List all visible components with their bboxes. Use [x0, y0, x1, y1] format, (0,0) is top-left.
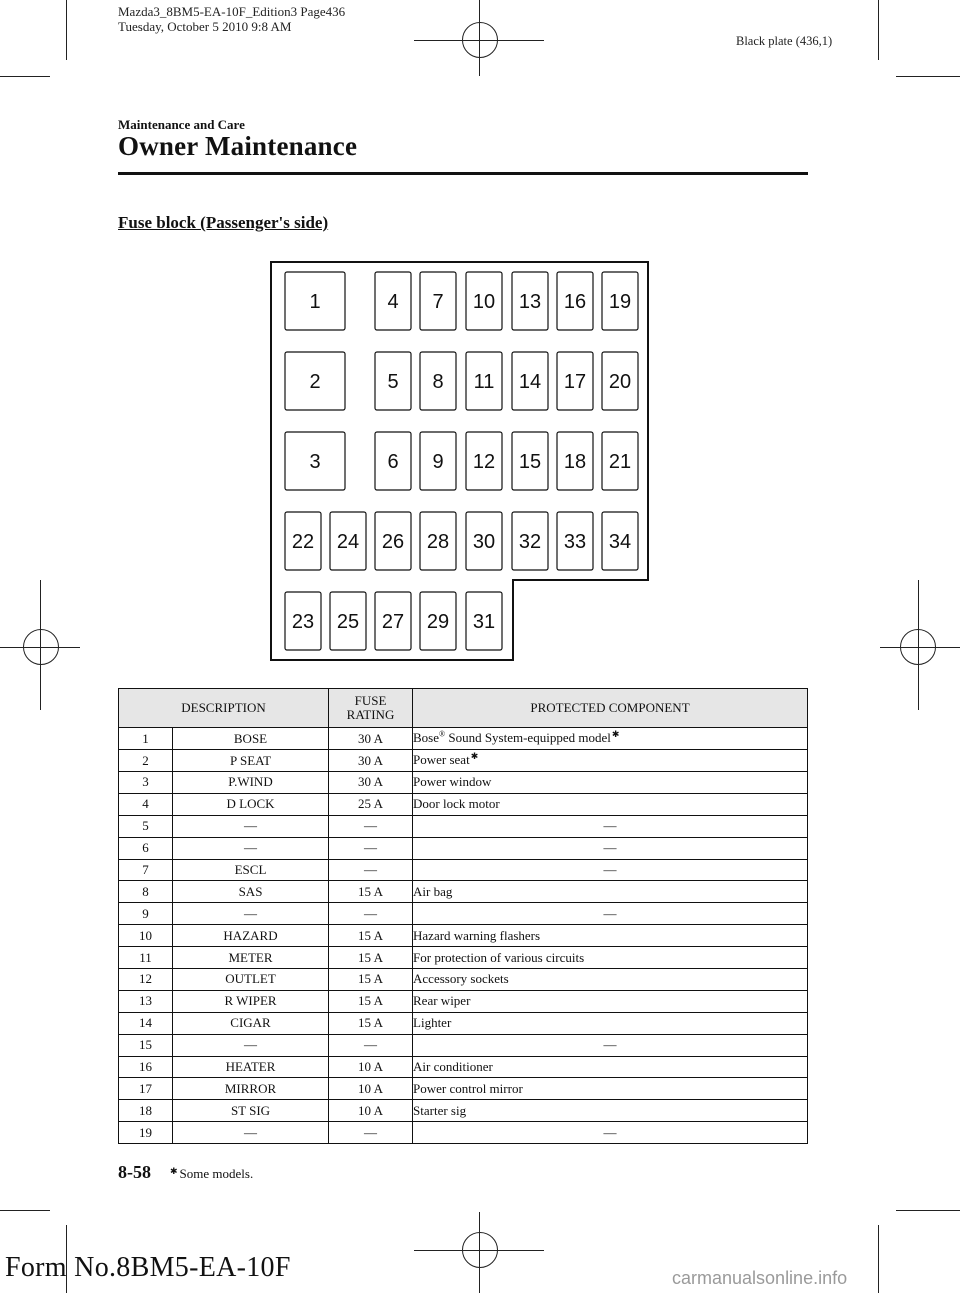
protected-component: [413, 1100, 808, 1122]
watermark: carmanualsonline.info: [672, 1268, 848, 1288]
fuse-description: ―: [173, 837, 329, 859]
protected-component: [413, 772, 808, 794]
table-row: [119, 1100, 808, 1122]
fuse-description: HEATER: [173, 1056, 329, 1078]
registered-mark: ®: [439, 729, 446, 739]
component-name-tail: Sound System-equipped model: [445, 730, 611, 745]
fuse-number-label: 6: [387, 451, 399, 473]
component-name: For protection of various circuits: [413, 949, 585, 965]
component-name: Bose: [413, 730, 440, 745]
fuse-number-label: 16: [563, 291, 587, 313]
header-description: DESCRIPTION: [119, 689, 329, 728]
fuse-number-label: 7: [432, 291, 444, 313]
table-row: [119, 969, 808, 991]
fuse-number-label: 13: [518, 291, 542, 313]
protected-component: [413, 1122, 808, 1144]
protected-component: [413, 1078, 808, 1100]
protected-component: [413, 969, 808, 991]
page-title: Owner Maintenance: [118, 131, 358, 161]
component-name: ―: [603, 1124, 617, 1140]
fuse-number: 13: [119, 990, 173, 1012]
fuse-number-label: 30: [472, 531, 496, 553]
fuse-number-label: 5: [387, 371, 399, 393]
header-fuse-rating-line1: FUSE: [354, 693, 387, 708]
fuse-number-label: 25: [336, 611, 360, 633]
fuse-number-label: 29: [426, 611, 450, 633]
header-fuse-rating: [329, 689, 413, 728]
section-label: Maintenance and Care: [118, 117, 245, 132]
fuse-number-label: 10: [472, 291, 496, 313]
footnote-marker: ✱: [170, 1166, 178, 1176]
fuse-description: P SEAT: [173, 750, 329, 772]
header-fuse-rating-line2: RATING: [346, 707, 395, 722]
protected-component: [413, 947, 808, 969]
fuse-number: 3: [119, 772, 173, 794]
fuse-description: CIGAR: [173, 1012, 329, 1034]
component-name: ―: [603, 1037, 617, 1053]
print-header-file: Mazda3_8BM5-EA-10F_Edition3 Page436: [118, 4, 346, 19]
fuse-number-label: 31: [472, 611, 496, 633]
fuse-number-label: 8: [432, 371, 444, 393]
fuse-number: 8: [119, 881, 173, 903]
fuse-description: HAZARD: [173, 925, 329, 947]
fuse-description: ―: [173, 1034, 329, 1056]
fuse-description: ESCL: [173, 859, 329, 881]
fuse-rating: 30 A: [329, 728, 413, 750]
fuse-number-label: 1: [309, 291, 321, 313]
some-models-marker: ✱: [470, 751, 479, 761]
component-name: Power control mirror: [413, 1080, 523, 1096]
protected-component: [413, 1012, 808, 1034]
fuse-rating: 15 A: [329, 881, 413, 903]
fuse-rating: ―: [329, 1034, 413, 1056]
fuse-rating: 15 A: [329, 947, 413, 969]
table-row: [119, 1034, 808, 1056]
table-row: [119, 750, 808, 772]
table-row: [119, 1012, 808, 1034]
fuse-number-label: 22: [291, 531, 315, 553]
plate-label: Black plate (436,1): [736, 34, 833, 48]
fuse-rating: 10 A: [329, 1078, 413, 1100]
fuse-number-label: 21: [608, 451, 632, 473]
fuse-description: ST SIG: [173, 1100, 329, 1122]
table-row: [119, 990, 808, 1012]
component-name: Lighter: [413, 1015, 452, 1031]
fuse-description: MIRROR: [173, 1078, 329, 1100]
fuse-number: 14: [119, 1012, 173, 1034]
fuse-number: 6: [119, 837, 173, 859]
table-row: [119, 1056, 808, 1078]
table-row: [119, 859, 808, 881]
fuse-number: 16: [119, 1056, 173, 1078]
table-row: [119, 925, 808, 947]
component-name: ―: [603, 905, 617, 921]
fuse-table: [118, 688, 808, 1144]
fuse-number: 19: [119, 1122, 173, 1144]
fuse-number-label: 2: [309, 371, 321, 393]
fuse-number-label: 11: [473, 371, 495, 393]
fuse-description: P.WIND: [173, 772, 329, 794]
fuse-number-label: 14: [518, 371, 542, 393]
protected-component: [413, 990, 808, 1012]
component-name: Power window: [413, 774, 492, 790]
fuse-number: 15: [119, 1034, 173, 1056]
fuse-description: R WIPER: [173, 990, 329, 1012]
fuse-description: D LOCK: [173, 793, 329, 815]
fuse-number: 12: [119, 969, 173, 991]
fuse-number: 17: [119, 1078, 173, 1100]
fuse-number: 10: [119, 925, 173, 947]
fuse-rating: ―: [329, 1122, 413, 1144]
table-row: [119, 1078, 808, 1100]
fuse-description: OUTLET: [173, 969, 329, 991]
fuse-number: 4: [119, 793, 173, 815]
fuse-description: SAS: [173, 881, 329, 903]
fuse-rating: 10 A: [329, 1056, 413, 1078]
protected-component: [413, 1056, 808, 1078]
component-name: ―: [603, 862, 617, 877]
fuse-number-label: 4: [387, 291, 399, 313]
some-models-marker: ✱: [611, 729, 620, 739]
protected-component: [413, 925, 808, 947]
component-name: Starter sig: [413, 1102, 467, 1118]
print-header-date: Tuesday, October 5 2010 9:8 AM: [118, 19, 292, 34]
table-row: [119, 815, 808, 837]
protected-component: [413, 837, 808, 859]
fuse-description: BOSE: [173, 728, 329, 750]
footnote: [170, 1166, 253, 1182]
fuse-rating: 30 A: [329, 772, 413, 794]
fuse-description: ―: [173, 903, 329, 925]
fuse-number-label: 19: [608, 291, 632, 313]
fuse-number-label: 15: [518, 451, 542, 473]
fuse-description: ―: [173, 1122, 329, 1144]
fuse-rating: 30 A: [329, 750, 413, 772]
fuse-rating: 15 A: [329, 969, 413, 991]
fuse-number-label: 34: [608, 531, 632, 553]
fuse-number-label: 3: [309, 451, 321, 473]
table-header-row: [119, 689, 808, 728]
page-number: 8-58: [118, 1162, 151, 1182]
footnote-text: Some models.: [179, 1166, 254, 1181]
fuse-number: 7: [119, 859, 173, 881]
table-row: [119, 1122, 808, 1144]
fuse-number-label: 23: [291, 611, 315, 633]
fuse-number-label: 9: [432, 451, 444, 473]
table-row: [119, 903, 808, 925]
fuse-number-label: 20: [608, 371, 632, 393]
fuse-number-label: 12: [472, 451, 496, 473]
table-row: [119, 947, 808, 969]
form-number: Form No.8BM5-EA-10F: [5, 1252, 291, 1283]
protected-component: [413, 881, 808, 903]
table-row: [119, 793, 808, 815]
component-name: Air conditioner: [413, 1059, 493, 1075]
fuse-rating: ―: [329, 815, 413, 837]
table-row: [119, 728, 808, 750]
fuse-number-label: 27: [381, 611, 405, 633]
fuse-number-label: 32: [518, 531, 542, 553]
fuse-number-label: 24: [336, 531, 360, 553]
component-name: ―: [603, 840, 617, 856]
fuse-rating: 15 A: [329, 1012, 413, 1034]
table-row: [119, 837, 808, 859]
fuse-description: METER: [173, 947, 329, 969]
header-protected-component: PROTECTED COMPONENT: [413, 689, 808, 728]
fuse-rating: ―: [329, 837, 413, 859]
component-name: Air bag: [413, 883, 453, 899]
fuse-number: 18: [119, 1100, 173, 1122]
fuse-number: 9: [119, 903, 173, 925]
component-name: Power seat: [413, 752, 470, 767]
fuse-rating: 10 A: [329, 1100, 413, 1122]
fuse-number-label: 33: [563, 531, 587, 553]
protected-component: [413, 750, 808, 772]
component-name: ―: [603, 818, 617, 834]
fuse-rating: ―: [329, 859, 413, 881]
fuse-number-label: 18: [563, 451, 587, 473]
component-name: Hazard warning flashers: [413, 927, 541, 943]
fuse-description: ―: [173, 815, 329, 837]
fuse-rating: 25 A: [329, 793, 413, 815]
fuse-number: 1: [119, 728, 173, 750]
fuse-number-label: 26: [381, 531, 405, 553]
protected-component: [413, 728, 808, 750]
fuse-number: 11: [119, 947, 173, 969]
protected-component: [413, 903, 808, 925]
fuse-rating: 15 A: [329, 925, 413, 947]
component-name: Accessory sockets: [413, 971, 509, 987]
fuse-number-label: 28: [426, 531, 450, 553]
protected-component: [413, 793, 808, 815]
fuse-rating: ―: [329, 903, 413, 925]
fuse-block-heading: Fuse block (Passenger's side): [118, 213, 329, 232]
fuse-number: 2: [119, 750, 173, 772]
table-row: [119, 881, 808, 903]
protected-component: [413, 859, 808, 881]
fuse-number-label: 17: [563, 371, 587, 393]
component-name: Door lock motor: [413, 796, 500, 812]
protected-component: [413, 1034, 808, 1056]
fuse-rating: 15 A: [329, 990, 413, 1012]
fuse-number: 5: [119, 815, 173, 837]
component-name: Rear wiper: [413, 993, 471, 1009]
table-row: [119, 772, 808, 794]
protected-component: [413, 815, 808, 837]
